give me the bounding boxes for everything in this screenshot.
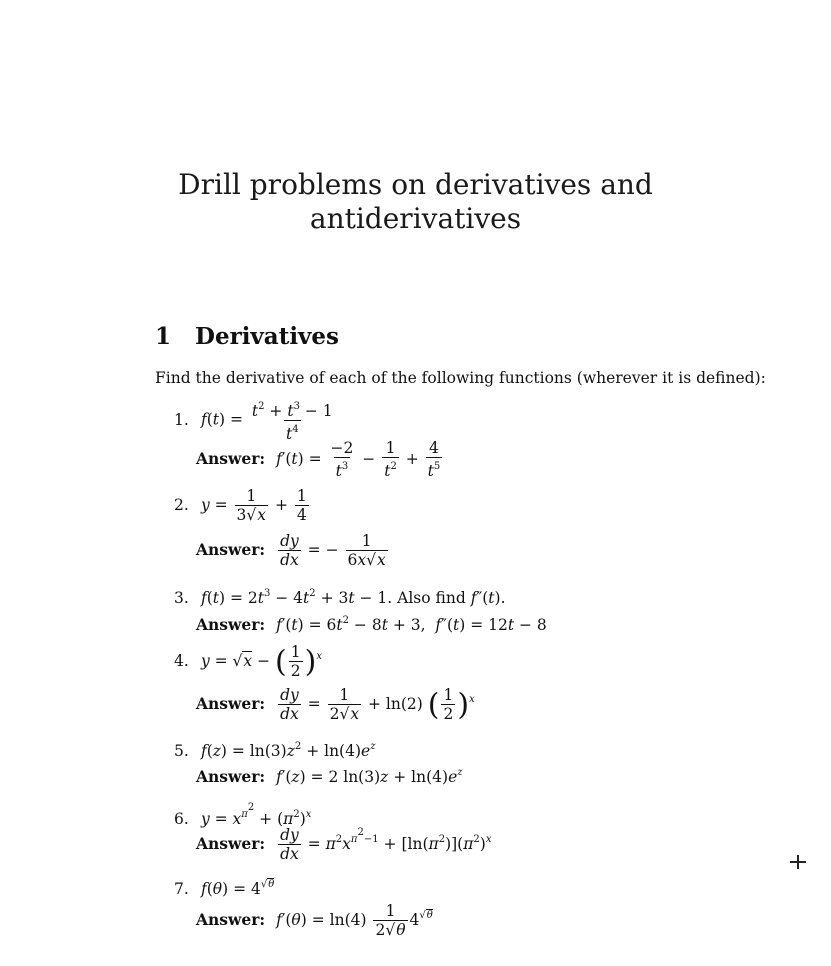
problem-3: 3. $f(t) = 2t^3 - 4t^2 + 3t - 1$. Also find f″(t).	[174, 588, 506, 607]
problem-number: 6.	[174, 810, 189, 828]
answer-label: Answer:	[196, 694, 266, 713]
answer-1: Answer: f′(t) = $\frac{-2}{t^3}$ − $\frac{1}{t^2}$ + $\frac{4}{t^5}$	[196, 439, 441, 480]
problem-number: 4.	[174, 652, 189, 670]
problem-1: 1. f(t) = $\frac{t^2 + t^3 - 1}{t^4}$	[174, 401, 333, 443]
problem-number: 5.	[174, 742, 189, 760]
answer-6: Answer: $\frac{dy}{dx}$ = $\pi^2x^{\pi^2-1} + [\ln(\pi^2)](\pi^2)^x$	[196, 826, 492, 863]
title-line-1: Drill problems on derivatives and	[178, 168, 653, 201]
problem-note: Also find	[397, 589, 466, 607]
section-number: 1	[155, 323, 172, 350]
answer-3: Answer: $f'(t) = 6t^2 - 8t + 3$, f″(t) = 12t − 8	[196, 615, 547, 634]
problem-number: 2.	[174, 496, 189, 514]
answer-label: Answer:	[196, 910, 266, 929]
answer-7: Answer: f′(θ) = ln(4) $\frac{1}{2√\theta}$ $4^{√\theta}$	[196, 902, 433, 939]
intro-text: Find the derivative of each of the following functions (wherever it is defined):	[155, 369, 766, 387]
problem-2: 2. y = $\frac{1}{3√x}$ + $\frac{1}{4}$	[174, 487, 307, 524]
problem-7: 7. $f(\theta) = 4^{√\theta}$	[174, 879, 275, 898]
problem-number: 1.	[174, 410, 189, 429]
problem-number: 7.	[174, 880, 189, 898]
answer-label: Answer:	[196, 834, 266, 853]
problem-4: 4. y = √x − ( $\frac{1}{2}$ )$^x$	[174, 643, 322, 680]
answer-label: Answer:	[196, 540, 266, 559]
answer-4: Answer: $\frac{dy}{dx}$ = $\frac{1}{2√x}$ + ln(2) ( $\frac{1}{2}$ )$^x$	[196, 686, 475, 723]
title-line-2: antiderivatives	[309, 202, 522, 235]
answer-label: Answer:	[196, 615, 266, 634]
resize-cursor-icon	[790, 855, 806, 869]
document-title	[0, 168, 831, 236]
section-title: Derivatives	[195, 323, 340, 350]
problem-5: 5. $f(z) = \ln(3)z^2 + \ln(4)e^z$	[174, 741, 376, 760]
answer-label: Answer:	[196, 449, 266, 468]
problem-6: 6. $y = x^{\pi^2} + (\pi^2)^x$	[174, 802, 312, 828]
section-heading	[155, 323, 339, 350]
problem-number: 3.	[174, 589, 189, 607]
answer-2: Answer: $\frac{dy}{dx}$ = − $\frac{1}{6x√x}$	[196, 532, 386, 569]
answer-label: Answer:	[196, 767, 266, 786]
answer-5: Answer: f′(z) = 2 $\ln(3)z + \ln(4)e^z$	[196, 767, 463, 786]
